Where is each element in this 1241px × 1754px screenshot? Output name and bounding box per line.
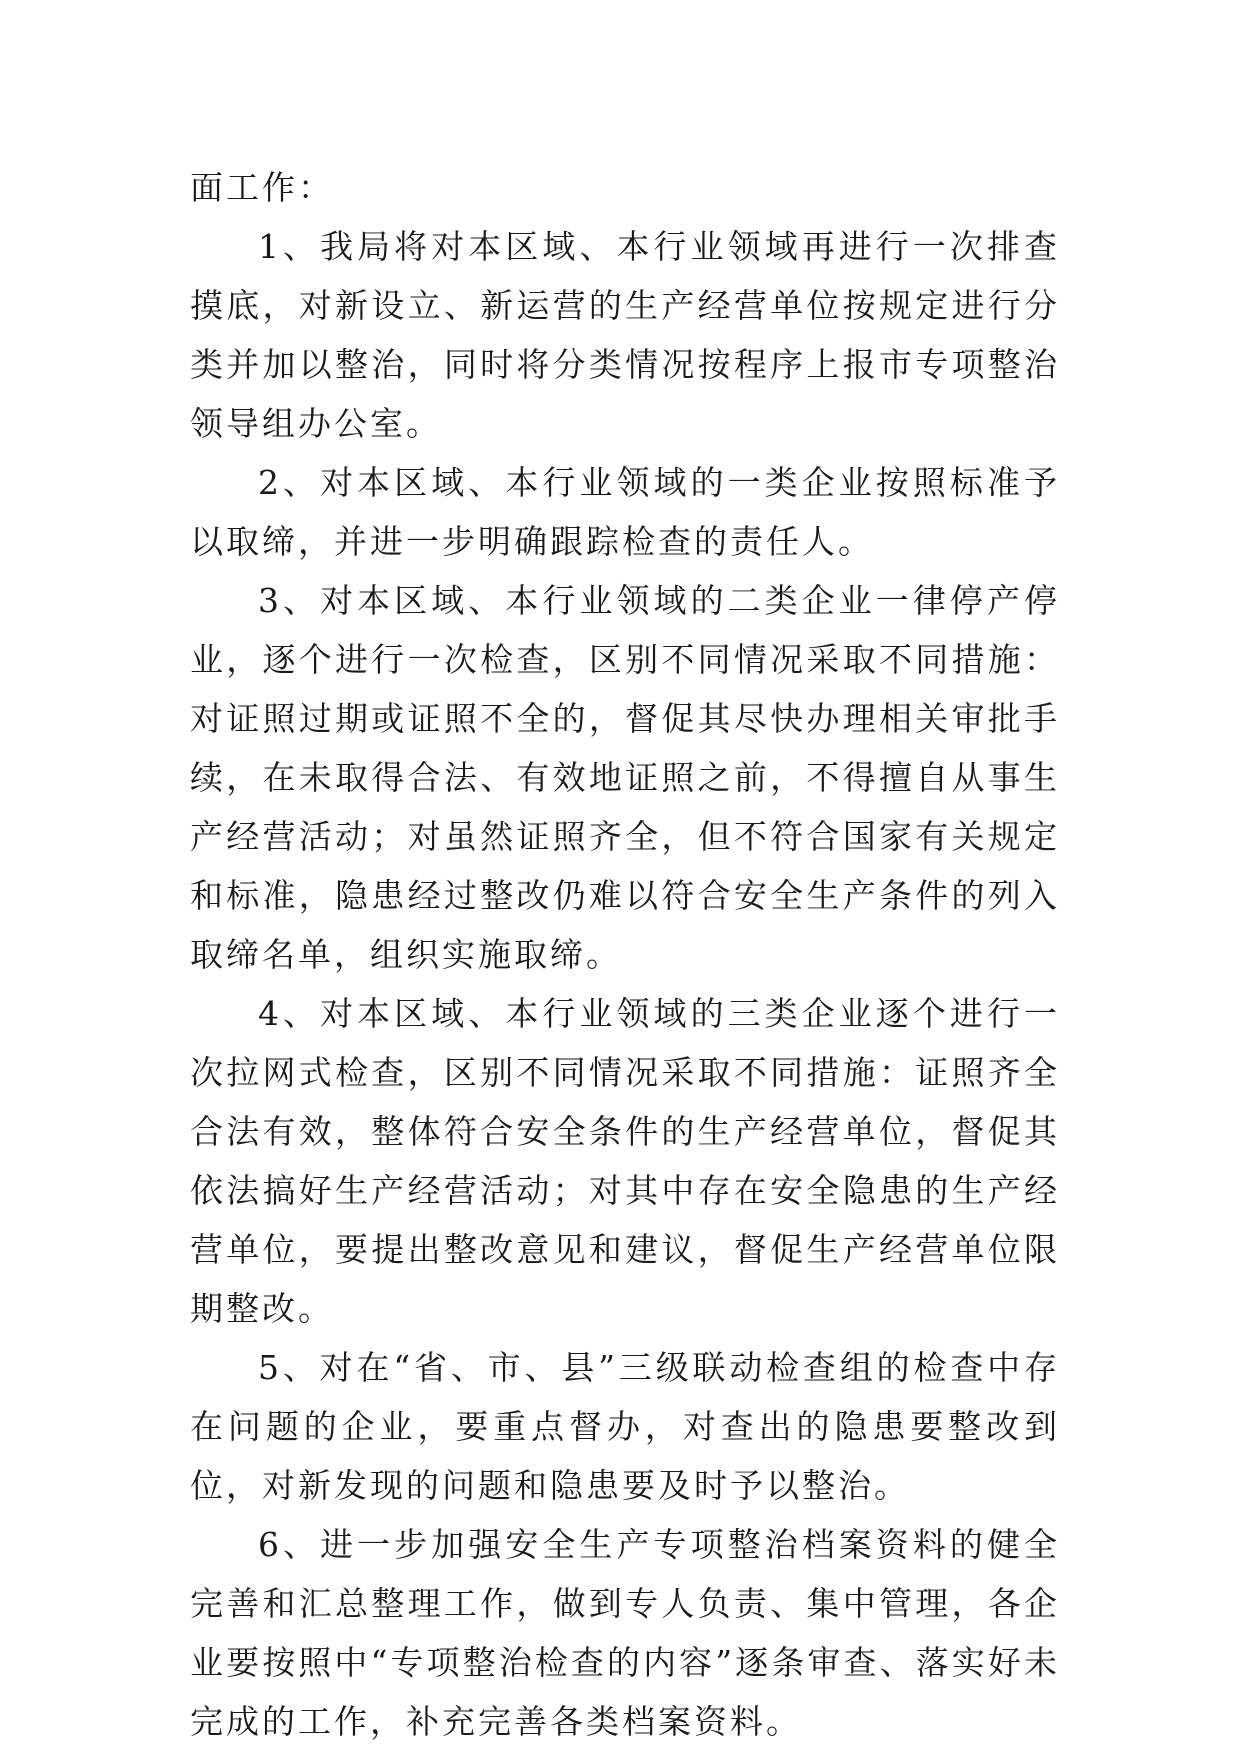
paragraph-item-5: 5、对在“省、市、县”三级联动检查组的检查中存在问题的企业，要重点督办，对查出的隐患要整改到位，对新发现的问题和隐患要及时予以整治。 — [190, 1348, 1060, 1505]
paragraph-item-3: 3、对本区域、本行业领域的二类企业一律停产停业，逐个进行一次检查，区别不同情况采取不同措施：对证照过期或证照不全的，督促其尽快办理相关审批手续，在未取得合法、有效地证照之前，不得擅自从事生产经营活动；对虽然证照齐全，但不符合国家有关规定和标准，隐患经过整改仍难以符合安全生产条件的列入取缔名单，组织实施取缔。 — [190, 581, 1060, 974]
document-body — [190, 158, 1060, 1751]
paragraph-item-1: 1、我局将对本区域、本行业领域再进行一次排查摸底，对新设立、新运营的生产经营单位按规定进行分类并加以整治，同时将分类情况按程序上报市专项整治领导组办公室。 — [190, 227, 1060, 443]
paragraph-continuation: 面工作： — [190, 168, 334, 207]
paragraph-item-2: 2、对本区域、本行业领域的一类企业按照标准予以取缔，并进一步明确跟踪检查的责任人。 — [190, 463, 1060, 561]
paragraph-item-4: 4、对本区域、本行业领域的三类企业逐个进行一次拉网式检查，区别不同情况采取不同措施：证照齐全合法有效，整体符合安全条件的生产经营单位，督促其依法搞好生产经营活动；对其中存在安全隐患的生产经营单位，要提出整改意见和建议，督促生产经营单位限期整改。 — [190, 994, 1060, 1328]
paragraph-item-6: 6、进一步加强安全生产专项整治档案资料的健全完善和汇总整理工作，做到专人负责、集中管理，各企业要按照中“专项整治检查的内容”逐条审查、落实好未完成的工作，补充完善各类档案资料。 — [190, 1525, 1060, 1741]
